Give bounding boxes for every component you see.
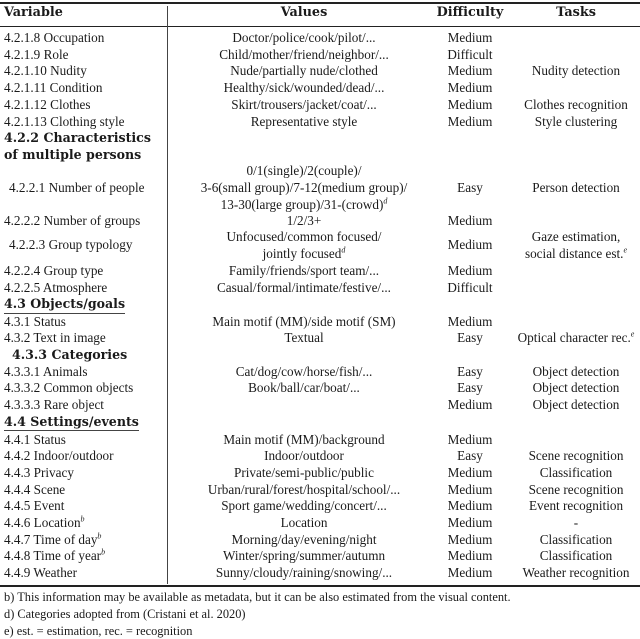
difficulty-cell: Medium	[447, 548, 493, 564]
values-line-1: 0/1(single)/2(couple)/	[246, 163, 362, 178]
difficulty-cell: Medium	[447, 498, 493, 514]
table-row-number-of-people	[0, 163, 640, 214]
variable-cell: 4.2.2.3 Group typology	[9, 237, 133, 252]
difficulty-cell: Difficult	[447, 46, 493, 62]
values-cell: Nude/partially nude/clothed	[230, 63, 378, 79]
tasks-cell: Object detection	[532, 363, 620, 379]
values-cell: Main motif (MM)/background	[223, 431, 385, 447]
values-line-1: Unfocused/common focused/	[226, 229, 382, 244]
header-rule	[0, 26, 640, 27]
variable-cell: 4.4.6 Location$^b$	[4, 514, 85, 530]
values-cell: Family/friends/sport team/...	[228, 263, 380, 278]
variable-cell: 4.2.2.5 Atmosphere	[4, 280, 108, 295]
values-cell: Urban/rural/forest/hospital/school/...	[207, 481, 401, 497]
values-cell: Indoor/outdoor	[264, 448, 344, 464]
variable-cell: 4.3.2 Text in image	[4, 330, 106, 346]
variable-cell: 4.3.3.2 Common objects	[4, 380, 134, 396]
tasks-cell: Event recognition	[528, 498, 624, 514]
difficulty-cell: Medium	[447, 531, 493, 547]
values-cell: Casual/formal/intimate/festive/...	[217, 280, 391, 295]
bottom-rule	[0, 585, 640, 587]
tasks-cell: Optical character rec.$^e$	[517, 329, 635, 346]
section-line-1: 4.2.2 Characteristics	[4, 130, 151, 145]
variable-cell: 4.2.1.10 Nudity	[4, 63, 87, 79]
footnote-marker-b: b	[80, 514, 85, 524]
difficulty-cell: Easy	[457, 330, 483, 346]
variable-cell: 4.4.5 Event	[4, 498, 65, 514]
variable-cell: 4.4.9 Weather	[4, 565, 78, 581]
values-cell: Sunny/cloudy/raining/snowing/...	[215, 565, 393, 581]
difficulty-cell: Medium	[447, 263, 493, 278]
tasks-cell: Classification	[539, 531, 613, 547]
tasks-cell: -	[573, 515, 579, 530]
footnote-marker-b: b	[101, 548, 106, 557]
tasks-cell: Scene recognition	[528, 448, 624, 464]
variable-cell: 4.4.2 Indoor/outdoor	[4, 448, 114, 464]
values-cell: Child/mother/friend/neighbor/...	[219, 46, 389, 62]
difficulty-cell: Easy	[457, 180, 483, 195]
tasks-cell: Object detection	[532, 397, 620, 412]
variable-cell: 4.2.1.13 Clothing style	[4, 113, 125, 129]
variable-cell: 4.2.2.4 Group type	[4, 263, 104, 278]
header-values: Values	[280, 5, 328, 20]
variable-cell: 4.4.3 Privacy	[4, 464, 74, 480]
variable-cell: 4.2.1.8 Occupation	[4, 30, 105, 45]
variable-cell: 4.2.1.11 Condition	[4, 80, 103, 96]
difficulty-cell: Medium	[447, 313, 493, 329]
values-cell: Representative style	[250, 113, 358, 129]
values-cell: Sport game/wedding/concert/...	[221, 498, 387, 514]
tasks-cell: Scene recognition	[528, 481, 624, 497]
difficulty-cell: Easy	[457, 380, 483, 396]
tasks-cell: Person detection	[532, 180, 620, 195]
values-cell: 1/2/3+	[286, 213, 322, 228]
difficulty-cell: Medium	[447, 431, 493, 447]
values-line-2: 3-6(small group)/7-12(medium group)/	[200, 180, 408, 195]
difficulty-cell: Difficult	[447, 280, 493, 295]
difficulty-cell: Medium	[447, 397, 493, 412]
difficulty-cell: Medium	[447, 113, 493, 129]
footnote-d: d) Categories adopted from (Cristani et al. 2020)	[4, 607, 246, 621]
difficulty-cell: Medium	[447, 515, 493, 530]
difficulty-cell: Medium	[447, 30, 493, 45]
top-rule	[0, 2, 640, 4]
table-row-group-typology	[0, 229, 640, 263]
values-cell: Doctor/police/cook/pilot/...	[232, 30, 376, 45]
variable-cell: 4.4.1 Status	[4, 431, 66, 447]
values-cell: Book/ball/car/boat/...	[248, 380, 360, 396]
variable-cell: 4.3.1 Status	[4, 313, 66, 329]
difficulty-cell: Medium	[447, 96, 493, 112]
values-cell: Cat/dog/cow/horse/fish/...	[235, 363, 373, 379]
footnote-marker-b: b	[97, 531, 102, 541]
section-title: 4.3.3 Categories	[12, 346, 128, 362]
difficulty-cell: Medium	[447, 237, 493, 252]
variable-cell: 4.3.3.3 Rare object	[4, 397, 104, 412]
tasks-cell: Clothes recognition	[524, 96, 628, 112]
footnote-marker-d: d	[383, 196, 388, 206]
tasks-cell: Style clustering	[534, 113, 618, 129]
difficulty-cell: Medium	[447, 565, 493, 581]
difficulty-cell: Medium	[447, 80, 493, 96]
section-title: 4.3 Objects/goals	[4, 296, 125, 314]
variable-cell: 4.2.1.9 Role	[4, 46, 69, 62]
variable-cell: 4.4.4 Scene	[4, 481, 66, 497]
values-cell: Textual	[284, 330, 324, 346]
section-title: 4.4 Settings/events	[4, 414, 139, 432]
footnote-b: b) This information may be available as metadata, but it can be also estimated from the visual content.	[4, 590, 511, 604]
tasks-cell: Object detection	[532, 380, 620, 396]
values-line-2: jointly focused$^d$	[262, 245, 346, 261]
variable-cell: 4.4.8 Time of year$^b$	[4, 548, 106, 564]
footnote-marker-d: d	[341, 245, 346, 255]
values-cell: Location	[280, 515, 328, 530]
values-cell: Healthy/sick/wounded/dead/...	[223, 80, 385, 96]
difficulty-cell: Medium	[447, 481, 493, 497]
section-line-2: of multiple persons	[4, 147, 142, 162]
header-tasks: Tasks	[556, 5, 596, 20]
variable-cell: 4.2.2.1 Number of people	[9, 180, 145, 195]
difficulty-cell: Medium	[447, 63, 493, 79]
variable-cell: 4.2.1.12 Clothes	[4, 96, 91, 112]
tasks-cell: Classification	[539, 464, 613, 480]
difficulty-cell: Medium	[447, 464, 493, 480]
footnote-marker-e: e	[623, 245, 628, 255]
tasks-line-2: social distance est.$^e$	[524, 245, 628, 261]
values-cell: Winter/spring/summer/autumn	[222, 548, 386, 564]
values-cell: Morning/day/evening/night	[231, 531, 377, 547]
values-cell: Main motif (MM)/side motif (SM)	[212, 313, 396, 329]
difficulty-cell: Easy	[457, 363, 483, 379]
variable-cell: 4.3.3.1 Animals	[4, 363, 88, 379]
variable-cell: 4.2.2.2 Number of groups	[4, 213, 141, 228]
values-line-3: 13-30(large group)/31-(crowd)$^d$	[220, 196, 388, 212]
variable-cell: 4.4.7 Time of day$^b$	[4, 531, 102, 547]
tasks-cell: Weather recognition	[522, 565, 630, 581]
values-cell: Private/semi-public/public	[234, 464, 374, 480]
footnote-marker-e: e	[630, 329, 635, 339]
tasks-cell: Nudity detection	[531, 63, 621, 79]
tasks-cell: Classification	[539, 548, 613, 564]
header-difficulty: Difficulty	[436, 5, 504, 20]
header-variable: Variable	[4, 5, 63, 20]
difficulty-cell: Easy	[457, 448, 483, 464]
values-cell: Skirt/trousers/jacket/coat/...	[231, 96, 377, 112]
tasks-line-1: Gaze estimation,	[531, 229, 621, 244]
difficulty-cell: Medium	[447, 213, 493, 228]
footnote-e: e) est. = estimation, rec. = recognition	[4, 624, 193, 638]
